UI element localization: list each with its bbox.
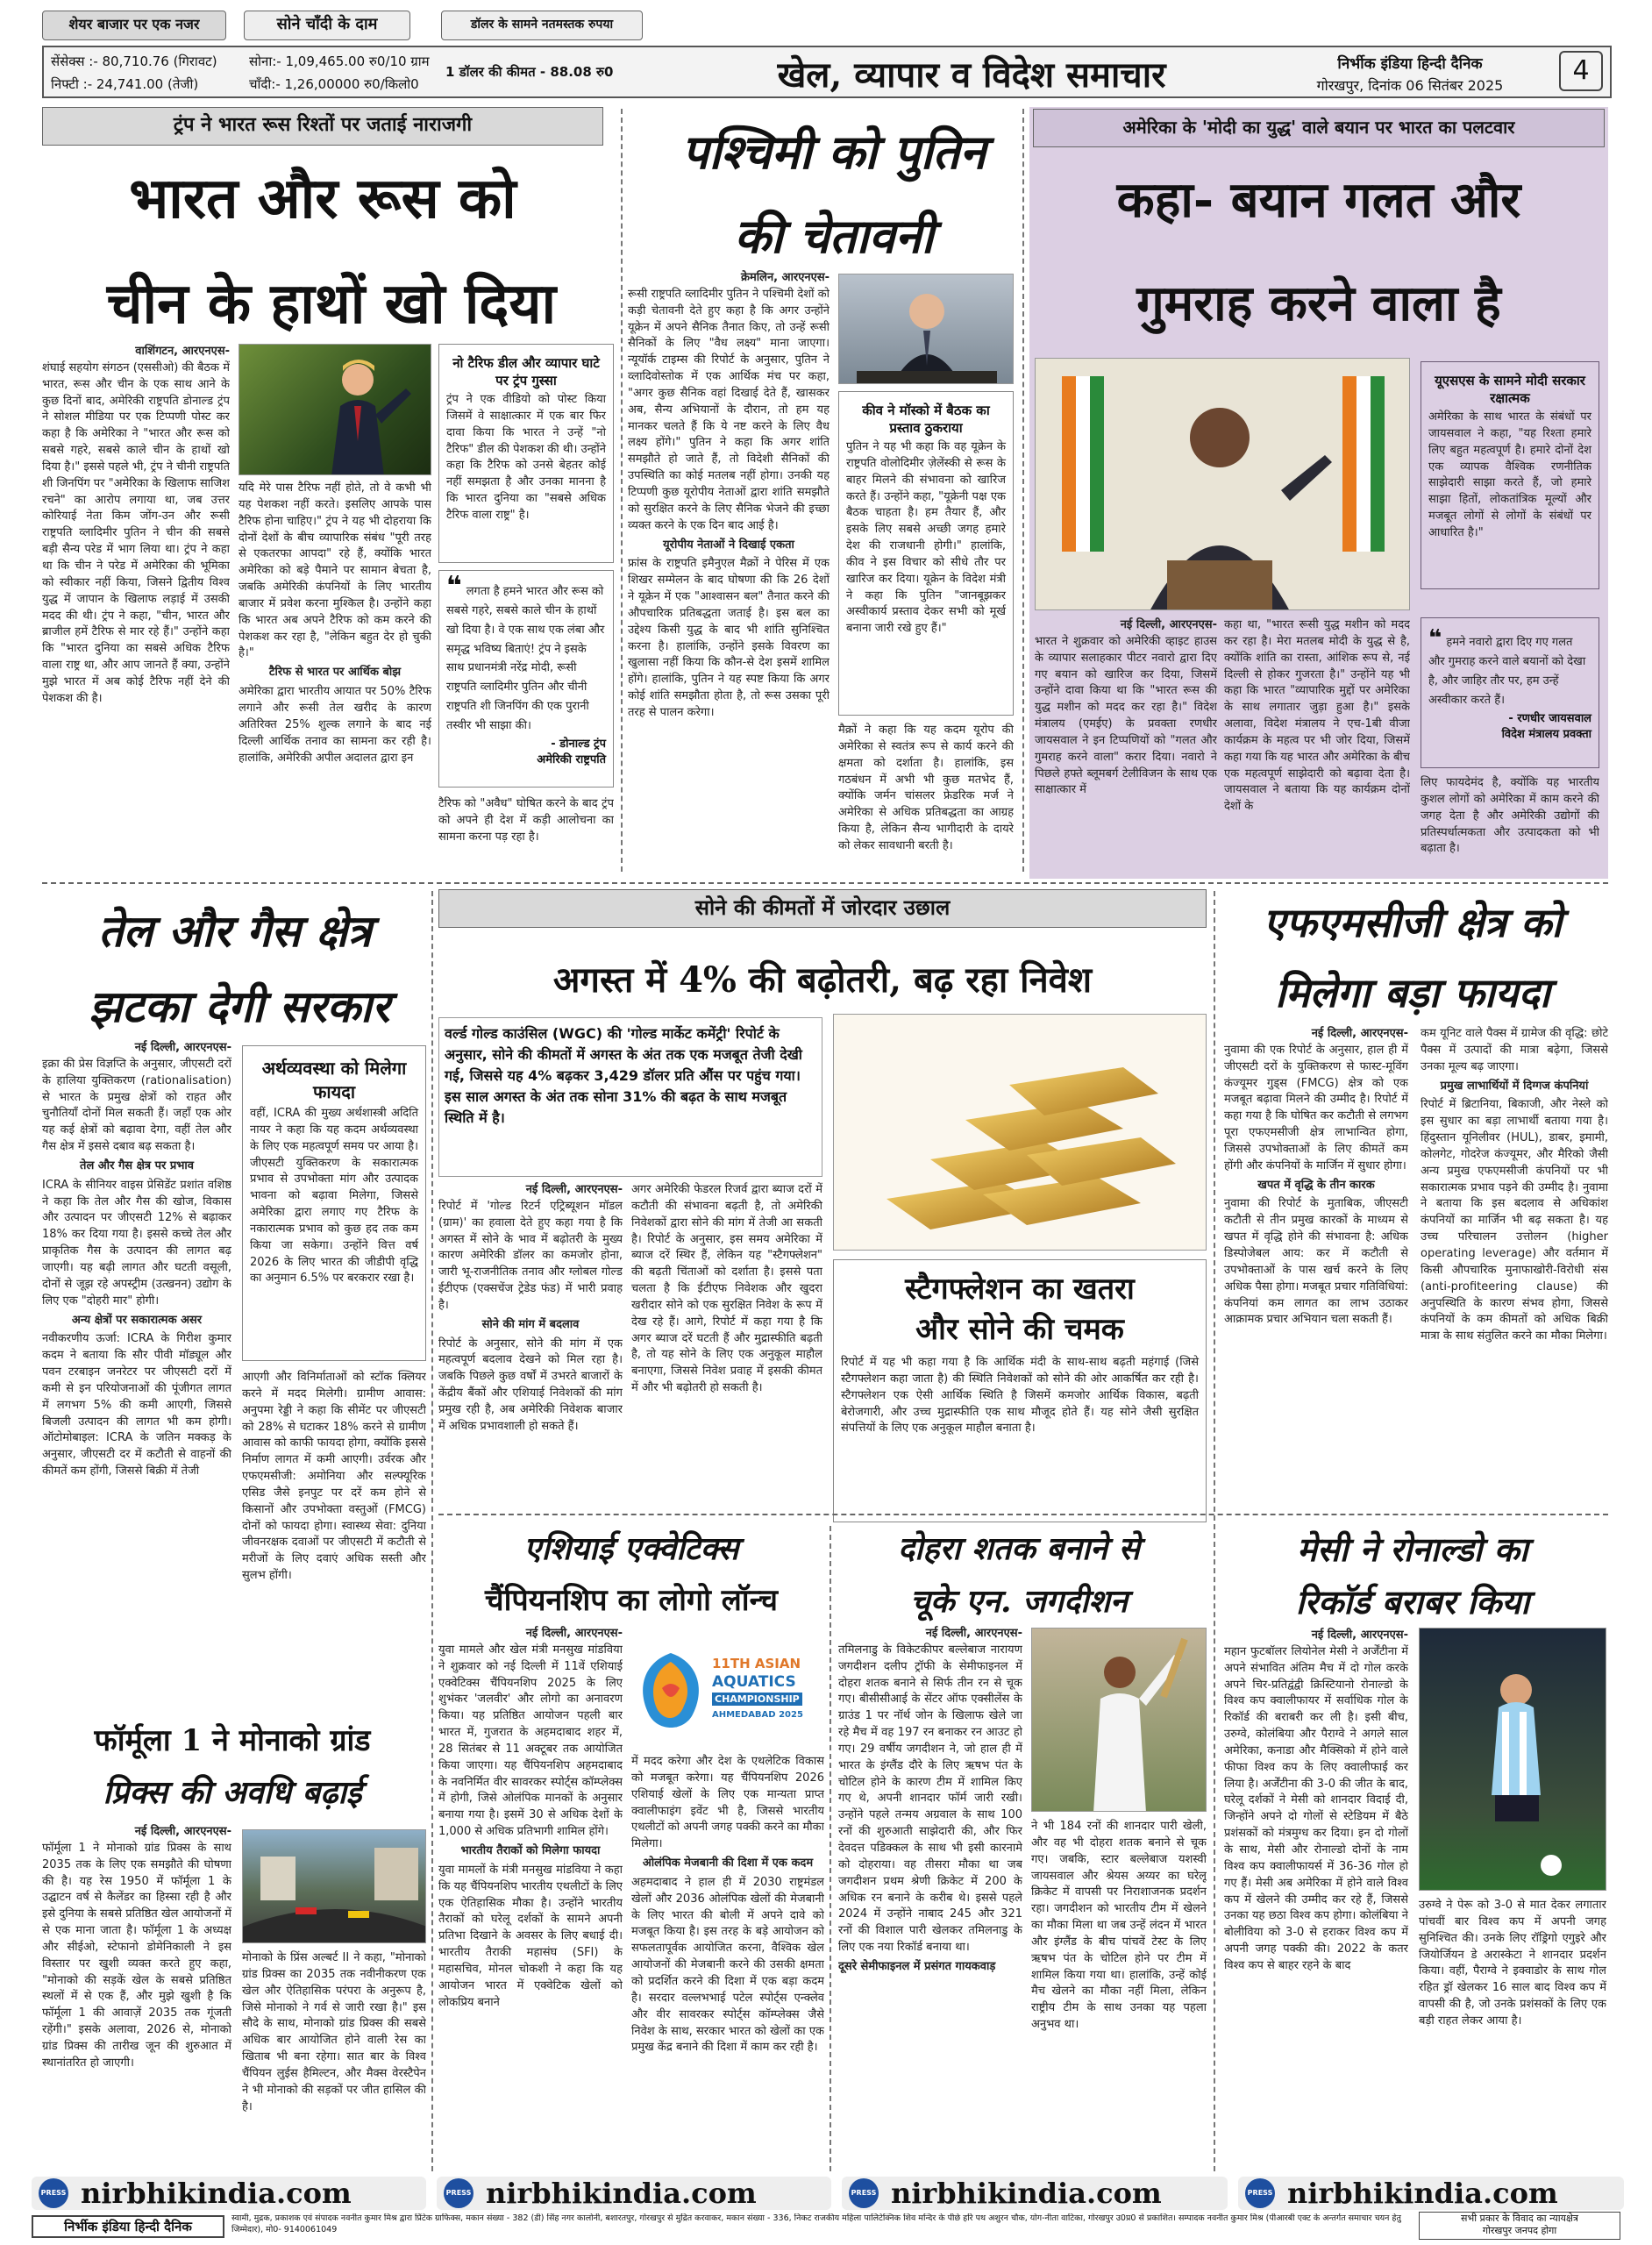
- story1-quote: [438, 570, 614, 788]
- story3-quote-by1: - रणधीर जायसवाल: [1508, 711, 1591, 725]
- story4-body-a: इक्रा की प्रेस विज्ञप्ति के अनुसार, जीएसटी दरों के हालिया युक्तिकरण (rationalisation) से भारत के प्रमुख क्षेत्रों को राहत और चुनौतियाँ दोनों मिल सकती हैं। जहाँ एक ओर यह कई क्षेत्रों को बढ़ावा देगा, वहीं तेल और गैस क्षेत्र में इससे दबाव बढ़ सकता है।: [42, 1057, 231, 1154]
- story10-col-b: [1419, 1898, 1606, 2170]
- story7-headline-2: चैंपियनशिप का लोगो लॉन्च: [484, 1583, 779, 1618]
- logo-line-4: AHMEDABAD 2025: [712, 1710, 803, 1720]
- story5-dateline: नई दिल्ली, आरएनएस-: [525, 1183, 623, 1196]
- story2-dateline: क्रेमलिन, आरएनएस-: [741, 271, 830, 284]
- story1-col-b: [239, 481, 431, 861]
- story2-box-body: पुतिन ने यह भी कहा कि वह यूक्रेन के राष्ट्रपति वोलोदिमीर ज़ेलेंस्की से रूस के बाहर मिलने की संभावना को खारिज करते हैं। उन्होंने कहा, "यूक्रेनी पक्ष एक बैठक चाहता है। हम तैयार हैं, और इसके लिए सबसे अच्छी जगह हमारे देश की राजधानी होगी।" हालांकि, कीव ने इस विचार को सीधे तौर पर खारिज कर दिया। यूक्रेन के विदेश मंत्री ने कहा कि पुतिन "जानबूझकर अस्वीकार्य प्रस्ताव देकर सभी को मूर्ख बनाना जारी रखे हुए हैं।": [846, 440, 1006, 636]
- story1-col-a: [42, 344, 230, 861]
- story6-body-c: कम यूनिट वाले पैक्स में ग्रामेज की वृद्धि: छोटे पैक्स में उत्पादों की मात्रा बढ़ेगा, जिससे उनका मूल्य बढ़ जाएगा।: [1421, 1027, 1608, 1073]
- story5-box: [833, 1259, 1207, 1522]
- story2-body-b: फ्रांस के राष्ट्रपति इमैनुएल मैक्रों ने पेरिस में एक शिखर सम्मेलन के बाद घोषणा की कि 26 देशों ने यूक्रेन में एक "आश्वासन बल" तैनात करने की औपचारिक प्रतिबद्धता जताई है। इस बल का उद्देश्य किसी युद्ध के बाद भी शांति सुनिश्चित करना है। हालांकि, उन्होंने इसके विवरण का खुलासा नहीं किया कि कौन-से देश इसमें शामिल होंगे। हालांकि, पुतिन ने यह स्पष्ट किया कि अगर कोई शांति समझौता होता है, तो रूस उसका पूरी तरह से पालन करेगा।: [628, 557, 830, 719]
- logo-line-1: 11TH ASIAN: [712, 1656, 801, 1671]
- story3-bar: अमेरिका के 'मोदी का युद्ध' वाले बयान पर भारत का पलटवार: [1033, 109, 1605, 147]
- story6-sub2: प्रमुख लाभार्थियों में दिग्गज कंपनियां: [1440, 1079, 1589, 1093]
- story6-col-b: [1421, 1026, 1608, 1500]
- story1-headline-1: भारत और रूस को: [129, 166, 516, 232]
- story1-box-body: ट्रंप ने एक वीडियो को पोस्ट किया जिसमें वे साक्षात्कार में एक बार फिर दावा किया कि भारत ने उन्हें "नो टैरिफ" डील की पेशकश की थी। उन्होंने कहा कि टैरिफ को उनसे बेहतर कोई नहीं समझता है और उनका मानना है कि भारत दुनिया का "सबसे अधिक टैरिफ वाला राष्ट्र" है।: [446, 393, 607, 522]
- story1-body-c: अमेरिका द्वारा भारतीय आयात पर 50% टैरिफ लगाने और रूसी तेल खरीद के कारण अतिरिक्त 25% शुल्क लगाने के बाद नई दिल्ली आर्थिक तनाव का सामना कर रही है। हालांकि, अमेरिकी अपील अदालत द्वारा इन: [239, 685, 431, 765]
- story8-body-a: फॉर्मूला 1 ने मोनाको ग्रांड प्रिक्स के साथ 2035 तक के लिए एक समझौते की घोषणा की है। यह रेस 1950 में फॉर्मूला 1 के उद्घाटन वर्ष से कैलेंडर का हिस्सा रही है और इसे दुनिया के सबसे प्रतिष्ठित खेल आयोजनों में से एक माना जाता है। फॉर्मूला 1 के अध्यक्ष और सीईओ, स्टेफानो डोमेनिकाली ने इस विस्तार पर खुशी व्यक्त करते हुए कहा, "मोनाको की सड़कें खेल के सबसे प्रतिष्ठित स्थलों में से एक हैं, और मुझे खुशी है कि फॉर्मूला 1 की आवाज़ें 2035 तक गूंजती रहेंगी।" इसके अलावा, 2026 से, मोनाको ग्रांड प्रिक्स की तारीख जून की शुरुआत में स्थानांतरित हो जाएगी।: [42, 1841, 231, 2070]
- story4-box: [242, 1045, 426, 1361]
- story7-headline-1: एशियाई एक्वेटिक्स: [523, 1530, 739, 1567]
- story2-box: [838, 391, 1014, 716]
- story3-body-a: भारत ने शुक्रवार को अमेरिकी व्हाइट हाउस के व्यापार सलाहकार पीटर नवारो द्वारा दिए गए बयान को खारिज कर दिया, जिसमें उन्होंने दावा किया था कि "भारत रूस की युद्ध मशीन को मदद कर रहा है।" विदेश मंत्रालय (एमईए) के प्रवक्ता रणधीर जायसवाल ने इन टिप्पणियों को "गलत और गुमराह करने वाला" करार दिया। नवारो ने पिछले हफ्ते ब्लूमबर्ग टेलीविजन के साथ एक साक्षात्कार में: [1035, 634, 1217, 797]
- footer-jurisdiction-1: सभी प्रकार के विवाद का न्यायक्षेत्र: [1461, 2213, 1578, 2224]
- story3-col-b: [1224, 617, 1410, 873]
- story5-bar: सोने की कीमतों में जोरदार उछाल: [438, 889, 1207, 928]
- story7-col-b: [631, 1754, 824, 2170]
- footer-site-4[interactable]: [1238, 2177, 1624, 2210]
- story9-dateline: नई दिल्ली, आरएनएस-: [925, 1627, 1022, 1640]
- gold-bars-icon: [834, 1015, 1207, 1251]
- story8-headline-2: प्रिक्स की अवधि बढ़ाई: [103, 1774, 362, 1811]
- story3-quote-text: हमने नवारो द्वारा दिए गए गलत और गुमराह करने वाले बयानों को देखा है, और जाहिर तौर पर, हम उन्हें अस्वीकार करते हैं।: [1428, 636, 1586, 707]
- story4-headline-2: झटका देगी सरकार: [89, 980, 390, 1032]
- story4-sub1: तेल और गैस क्षेत्र पर प्रभाव: [80, 1158, 194, 1172]
- footer-imprint: स्वामी, मुद्रक, प्रकाशक एवं संपादक नवनीत कुमार मिश्र द्वारा प्रिंटेक ग्राफिक्स, मकान संख्या - 382 (डी) सिंह नगर कालोनी, बशारतपुर, गोरखपुर से मुद्रित करवाकर, मकान संख्या - 336, निकट राजकीय महिला पालिटेक्निक शिव मन्दिर के पीछे हरि पथ अशुरन चौक, योग-नीता वाटिका, गोरखपुर उ0प्र0 से प्रकाशित। सम्पादक नवनीत कुमार मिश्र (पीआरबी एक्ट के अन्तर्गत समाचार चयन हेतु जिम्मेदार), मो0- 9140061049: [231, 2213, 1401, 2234]
- story1-body-d: टैरिफ को "अवैध" घोषित करने के बाद ट्रंप को अपने ही देश में कड़ी आलोचना का सामना करना पड़ रहा है।: [438, 797, 614, 844]
- story6-body-d: रिपोर्ट में ब्रिटानिया, बिकाजी, और नेस्ले को इस सुधार का बड़ा लाभार्थी बताया गया है। हिंदुस्तान यूनिलीवर (HUL), डाबर, इमामी, कोलगेट, गोदरेज कंज्यूमर, और मैरिको जैसी अन्य प्रमुख एफएमसीजी कंपनियों पर भी सकारात्मक प्रभाव पड़ने की उम्मीद है। नुवामा ने बताया कि इस बदलाव से अधिकांश कंपनियों का मार्जिन भी बढ़ सकता है। यह उच्च परिचालन उत्तोलन (higher operating leverage) और वर्तमान में किसी औपचारिक मुनाफाखोरी-विरोधी संस (anti-profiteering clause) की अनुपस्थिति के कारण संभव होगा, जिससे कंपनियों के कम कीमतों को अधिक बिक्री मात्रा के साथ संतुलित करने का मौका मिलेगा।: [1421, 1098, 1608, 1343]
- jaiswal-photo: [1035, 358, 1410, 610]
- story9-body-c: ने भी 184 रनों की शानदार पारी खेली, और वह भी दोहरा शतक बनाने से चूक गए। जबकि, स्टार बल्लेबाज यशस्वी जायसवाल और श्रेयस अय्यर का घरेलू क्रिकेट में वापसी पर निराशाजनक प्रदर्शन रहा। जगदीशन को भारतीय टीम में खेलने का मौका मिला था जब उन्हें लंदन में भारत और इंग्लैंड के बीच पांचवें टेस्ट के लिए ऋषभ पंत के चोटिल होने पर टीम में शामिल किया गया था। हालांकि, उन्हें कोई मैच खेलने का मौका नहीं मिला, लेकिन राष्ट्रीय टीम के साथ उनका यह पहला अनुभव था।: [1031, 1820, 1207, 2032]
- story1-quote-by1: - डोनाल्ड ट्रंप: [551, 737, 606, 751]
- divider-v5: [830, 1526, 831, 2171]
- story6-body-b: नुवामा की रिपोर्ट के मुताबिक, जीएसटी कटौती से तीन प्रमुख कारकों के माध्यम से खपत में वृद्धि होने की संभावना है: अधिक डिस्पोजेबल आय: कर में कटौती से उपभोक्ताओं के पास खर्च करने के लिए अधिक पैसा होगा। मजबूत प्रचार गतिविधियां: कंपनियां कम लागत का लाभ उठाकर आक्रामक प्रचार अभियान चला सकती हैं।: [1224, 1197, 1408, 1327]
- messi-photo: [1419, 1628, 1606, 1891]
- spokesperson-figure-icon: [1036, 359, 1410, 610]
- story10-col-a: [1224, 1628, 1408, 2170]
- story2-headline-2: की चेतावनी: [734, 208, 934, 264]
- footballer-figure-icon: [1420, 1629, 1606, 1891]
- footer-site-2[interactable]: [437, 2177, 831, 2210]
- quote-mark-icon-2: ❝: [1428, 625, 1442, 652]
- story5-body-c: अगर अमेरिकी फेडरल रिजर्व द्वारा ब्याज दरों में कटौती की संभावना बढ़ती है, तो अमेरिकी निवेशकों द्वारा सोने की मांग में तेजी आ सकती है। रिपोर्ट के अनुसार, इस समय अमेरिका में ब्याज दरें स्थिर हैं, लेकिन यह "स्टैगफ्लेशन" की बढ़ती चिंताओं को दर्शाता है। इससे पता चलता है कि ईटीएफ निवेशक और खुदरा खरीदार सोने को एक सुरक्षित निवेश के रूप में देख रहे हैं। आगे, रिपोर्ट में कहा गया है कि अगर ब्याज दरें घटती हैं और मुद्रास्फीति बढ़ती है, तो यह सोने के लिए एक अनुकूल माहौल बनाएगा, जिससे निवेश प्रवाह में इसकी कीमत में और भी बढ़ोतरी हो सकती है।: [631, 1183, 822, 1395]
- story1-dateline: वाशिंगटन, आरएनएस-: [135, 345, 230, 358]
- story1-quote-by2: अमेरिकी राष्ट्रपति: [537, 752, 606, 766]
- story7-sub2: ओलंपिक मेजबानी की दिशा में एक कदम: [642, 1857, 814, 1871]
- story4-sub2: अन्य क्षेत्रों पर सकारात्मक असर: [71, 1313, 203, 1327]
- story3-col-a: [1035, 617, 1217, 873]
- story3-box: [1421, 361, 1599, 589]
- story7-col-a: [438, 1626, 623, 2170]
- press-badge-icon-4: PRESS: [1245, 2178, 1275, 2208]
- story3-box-body: अमेरिका के साथ भारत के संबंधों पर जायसवाल ने कहा, "यह रिश्ता हमारे लिए बहुत महत्वपूर्ण है। हमारे दोनों देश एक व्यापक वैश्विक रणनीतिक साझेदारी साझा करते हैं, जो हमारे साझा हितों, लोकतांत्रिक मूल्यों और मजबूत लोगों से लोगों के संबंधों पर आधारित है।": [1428, 410, 1591, 539]
- story2-body-c: मैक्रों ने कहा कि यह कदम यूरोप की अमेरिका से स्वतंत्र रूप से कार्य करने की क्षमता को दर्शाता है। हालांकि, इस गठबंधन में अभी भी कुछ मतभेद हैं, क्योंकि जर्मन चांसलर फ्रेडरिक मर्ज ने अमेरिका से अधिक प्रतिबद्धता का आग्रह किया है, लेकिन सैन्य भागीदारी के दायरे को लेकर सावधानी बरती है।: [838, 723, 1014, 852]
- footer-site-1-text: nirbhikindia.com: [81, 2177, 352, 2210]
- divider-row1: [42, 882, 1608, 884]
- silver-rate: चाँदी:- 1,26,00000 रु0/किलो0: [249, 76, 419, 92]
- story4-box-title: अर्थव्यवस्था को मिलेगा फायदा: [261, 1058, 407, 1102]
- story8-body-b: मोनाको के प्रिंस अल्बर्ट II ने कहा, "मोनाको ग्रांड प्रिक्स का 2035 तक नवीनीकरण एक खेल और ऐतिहासिक परंपरा के अनुरूप है, जिसे मोनाको ने गर्व से जारी रखा है।" इस सौदे के साथ, मोनाको ग्रांड प्रिक्स की सबसे अधिक बार आयोजित होने वाली रेस का खिताब भी बना रहेगा। सात बार के विश्व चैंपियन लुईस हैमिल्टन, और मैक्स वेरस्टैपेन ने भी मोनाको की सड़कों पर जीत हासिल की है।: [242, 1951, 426, 2113]
- paper-name: निर्भीक इंडिया हिन्दी दैनिक: [1337, 55, 1483, 73]
- story8-headline-1: फॉर्मूला 1 ने मोनाको ग्रांड: [94, 1723, 371, 1758]
- story3-body-b: कहा था, "भारत रूसी युद्ध मशीन को मदद कर रहा है। मेरा मतलब मोदी के युद्ध से है, क्योंकि शांति का रास्ता, आंशिक रूप से, नई दिल्ली से होकर गुजरता है।" उन्होंने यह भी कहा कि भारत "व्यापारिक मुद्दों पर अमेरिका के साथ लगातार जुड़ा हुआ है।" इसके अलावा, विदेश मंत्रालय ने एच-1बी वीजा कार्यक्रम के महत्व पर भी जोर दिया, जिसमें कहा गया कि यह भारत और अमेरिका के बीच एक महत्वपूर्ण साझेदारी को बढ़ावा देता है। जायसवाल ने बताया कि यह कार्यक्रम दोनों देशों के: [1224, 618, 1410, 814]
- footer: [25, 2177, 1627, 2240]
- story5-body-a: रिपोर्ट में 'गोल्ड रिटर्न एट्रिब्यूशन मॉडल (ग्राम)' का हवाला देते हुए कहा गया है कि अगस्त में सोने के भाव में बढ़ोतरी के मुख्य कारण अमेरिकी डॉलर का कमजोर होना, जारी भू-राजनीतिक तनाव और ग्लोबल गोल्ड ईटीएफ (एक्सचेंज ट्रेडेड फंड) में भारी प्रवाह है।: [438, 1199, 623, 1312]
- story1-quote-text: लगता है हमने भारत और रूस को सबसे गहरे, सबसे काले चीन के हाथों खो दिया है। वे एक साथ एक लंबा और समृद्ध भविष्य बिताएं! ट्रंप ने इसके साथ प्रधानमंत्री नरेंद्र मोदी, रूसी राष्ट्रपति व्लादिमीर पुतिन और चीनी राष्ट्रपति शी जिनपिंग की एक पुरानी तस्वीर भी साझा की।: [446, 585, 605, 732]
- story3-dateline: नई दिल्ली, आरएनएस-: [1120, 618, 1217, 631]
- story7-sub1: भारतीय तैराकों को मिलेगा फायदा: [460, 1843, 601, 1857]
- story4-body-d: आएगी और विनिर्माताओं को स्टॉक क्लियर करने में मदद मिलेगी। ग्रामीण आवास: अनुपमा रेड्डी ने कहा कि सीमेंट पर जीएसटी को 28% से घटाकर 18% करने से ग्रामीण आवास को काफी फायदा होगा, क्योंकि इससे निर्माण लागत में कमी आएगी। उर्वरक और एफएमसीजी: अमोनिया और सल्फ्यूरिक एसिड जैसे इनपुट पर दरें कम होने से किसानों और उपभोक्ता वस्तुओं (FMCG) दोनों को फायदा होगा। स्वास्थ्य सेवा: दुनिया जीवनरक्षक दवाओं पर जीएसटी में कटौती से मरीजों के लिए दवाएं अधिक सस्ती और सुलभ होंगी।: [242, 1371, 426, 1583]
- story3-box-title: यूएसएस के सामने मोदी सरकार रक्षात्मक: [1435, 373, 1585, 406]
- story7-body-b: युवा मामलों के मंत्री मनसुख मांडविया ने कहा कि यह चैंपियनशिप भारतीय एथलीटों के लिए एक ऐतिहासिक मौका है। उन्होंने भारतीय तैराकों को घरेलू दर्शकों के सामने अपनी प्रतिभा दिखाने के अवसर के लिए बधाई दी। भारतीय तैराकी महासंघ (SFI) के महासचिव, मोनल चोकशी ने कहा कि यह आयोजन भारत में एक्वेटिक खेलों को लोकप्रिय बनाने: [438, 1863, 623, 2009]
- story9-col-a: [838, 1626, 1022, 2170]
- footer-jurisdiction-2: गोरखपुर जनपद होगा: [1482, 2225, 1557, 2237]
- story2-body-a: रूसी राष्ट्रपति व्लादिमीर पुतिन ने पश्चिमी देशों को कड़ी चेतावनी देते हुए कहा है कि अगर उन्होंने यूक्रेन में अपने सैनिक तैनात किए, तो उन्हें रूसी सैनिकों के लिए "वैध लक्ष्य" माना जाएगा। न्यूयॉर्क टाइम्स की रिपोर्ट के अनुसार, पुतिन ने व्लादिवोस्तोक में एक आर्थिक मंच पर कहा, "अगर कुछ सैनिक वहां दिखाई देते हैं, खासकर अब, सैन्य अभियानों के दौरान, तो हम यह मानकर चलते हैं कि ये नष्ट करने के लिए वैध लक्ष्य होंगे।" पुतिन ने कहा कि अगर शांति समझौते हो जाते हैं, तो विदेशी सैनिकों की उपस्थिति का कोई मतलब नहीं होगा। उनकी यह टिप्पणी कुछ यूरोपीय नेताओं द्वारा शांति समझौते को सुरक्षित करने के लिए सैनिक भेजने की इच्छा व्यक्त करने के एक दिन बाद आई है।: [628, 287, 830, 532]
- story3-quote-by2: विदेश मंत्रालय प्रवक्ता: [1501, 727, 1591, 741]
- story6-headline-2: मिलेगा बड़ा फायदा: [1275, 969, 1550, 1016]
- section-title: खेल, व्यापार व विदेश समाचार: [777, 54, 1166, 96]
- story10-body-b: उरुग्वे ने पेरू को 3-0 से मात देकर लगातार पांचवीं बार विश्व कप में अपनी जगह सुनिश्चित की। उनके लिए रॉड्रिगो एगुइरे और जियोर्जियन डे अरास्केटा ने शानदार प्रदर्शन किया। वहीं, पैराग्वे ने इक्वाडोर के साथ गोल रहित ड्रॉ खेलकर 16 साल बाद विश्व कप में वापसी की है, जो उनके प्रशंसकों के लिए एक बड़ी राहत लेकर आया है।: [1419, 1899, 1606, 2028]
- story1-sub1: टैरिफ से भारत पर आर्थिक बोझ: [268, 666, 402, 680]
- story4-body-c: नवीकरणीय ऊर्जा: ICRA के गिरीश कुमार कदम ने बताया कि सौर पीवी मॉड्यूल और पवन टरबाइन जनरेटर पर जीएसटी दरों में कमी से इन परियोजनाओं की पूंजीगत लागत में लगभग 5% की कमी आएगी, जिससे बिजली उत्पादन की लागत भी कम होगी। ऑटोमोबाइल: ICRA के जतिन मक्कड़ के अनुसार, जीएसटी दर में कटौती से वाहनों की कीमतें कम होंगी, जिससे बिक्री में तेजी: [42, 1332, 231, 1479]
- cricketer-figure-icon: [1032, 1629, 1207, 1812]
- story5-body-b: रिपोर्ट के अनुसार, सोने की मांग में एक महत्वपूर्ण बदलाव देखने को मिल रहा है। जबकि पिछले कुछ वर्षों में उभरते बाजारों के केंद्रीय बैंकों और एशियाई निवेशकों की मांग प्रमुख रही है, अब अमेरिकी निवेशक बाजार में अधिक प्रभावशाली हो सकते हैं।: [438, 1336, 623, 1433]
- race-track-icon: [243, 1830, 426, 1943]
- story3-headline-2: गुमराह करने वाला है: [1136, 274, 1501, 332]
- putin-photo: [838, 274, 1014, 384]
- putin-figure-icon: [839, 274, 1014, 384]
- place-date: गोरखपुर, दिनांक 06 सितंबर 2025: [1316, 77, 1504, 94]
- gold-rate: सोना:- 1,09,465.00 रु0/10 ग्राम: [249, 53, 430, 69]
- monaco-photo: [242, 1829, 426, 1943]
- story6-sub1: खपत में वृद्धि के तीन कारक: [1257, 1178, 1375, 1192]
- story6-col-a: [1224, 1026, 1408, 1500]
- story5-sub1: सोने की मांग में बदलाव: [481, 1317, 580, 1331]
- story2-sub1: यूरोपीय नेताओं ने दिखाई एकता: [663, 538, 794, 552]
- divider-row2: [438, 1514, 1608, 1515]
- footer-site-1[interactable]: [32, 2177, 426, 2210]
- story4-body-b: ICRA के सीनियर वाइस प्रेसिडेंट प्रशांत वशिष्ठ ने कहा कि तेल और गैस की खोज, विकास और उत्पादन पर जीएसटी 12% से बढ़ाकर 18% कर दिया गया है। इससे कच्चे तेल और प्राकृतिक गैस के उत्पादन की लागत बढ़ जाएगी। यह बढ़ी लागत और घटती वसूली, दोनों से जूझ रहे अपस्ट्रीम (उत्खनन) उद्योग के लिए एक "दोहरी मार" होगी।: [42, 1178, 231, 1308]
- divider-v2: [1022, 109, 1024, 872]
- story9-headline-1: दोहरा शतक बनाने से: [897, 1530, 1141, 1567]
- story1-box-title: नो टैरिफ डील और व्यापार घाटे पर ट्रंप गुस्सा: [452, 355, 600, 388]
- dollar-rate: 1 डॉलर की कीमत - 88.08 रु0: [445, 64, 614, 80]
- press-badge-icon-3: PRESS: [849, 2178, 879, 2208]
- story8-col-b: [242, 1950, 426, 2170]
- story3-body-c: लिए फायदेमंद है, क्योंकि यह भारतीय कुशल लोगों को अमेरिका में काम करने की जगह देता है और अमेरिकी उद्योगों की प्रतिस्पर्धात्मकता और उत्पादकता को भी बढ़ाता है।: [1421, 776, 1599, 856]
- story10-dateline: नई दिल्ली, आरएनएस-: [1311, 1629, 1408, 1642]
- story1-col-d: [438, 796, 614, 861]
- story4-col-d: [242, 1370, 426, 1733]
- story5-box-body: रिपोर्ट में यह भी कहा गया है कि आर्थिक मंदी के साथ-साथ बढ़ती महंगाई (जिसे स्टैगफ्लेशन कहा जाता है) की स्थिति निवेशकों को सोने की ओर आकर्षित कर रही है। स्टैगफ्लेशन एक ऐसी आर्थिक स्थिति है जिसमें कमजोर आर्थिक विकास, बढ़ती बेरोजगारी, और उच्च मुद्रास्फीति एक साथ मौजूद होते हैं। यह सोने जैसी सुरक्षित संपत्तियों के लिए एक अनुकूल माहौल बनाता है।: [841, 1356, 1199, 1436]
- story7-body-c: में मदद करेगा और देश के एथलेटिक विकास को मजबूत करेगा। यह चैंपियनशिप 2026 एशियाई खेलों के लिए एक मान्यता प्राप्त क्वालीफाइंग इवेंट भी है, जिससे भारतीय एथलीटों को अपनी जगह पक्की करने का मौका मिलेगा।: [631, 1755, 824, 1851]
- story8-col-a: [42, 1824, 231, 2170]
- story8-dateline: नई दिल्ली, आरएनएस-: [134, 1825, 231, 1838]
- story2-col-a: [628, 270, 830, 866]
- trump-photo: [239, 344, 431, 475]
- story4-box-body: वहीं, ICRA की मुख्य अर्थशास्त्री अदिति नायर ने कहा कि यह कदम अर्थव्यवस्था के लिए एक महत्वपूर्ण समय पर आया है। जीएसटी युक्तिकरण के सकारात्मक प्रभाव से उपभोक्ता मांग और उत्पादक भावना को बढ़ावा मिलेगा, जिससे अमेरिका द्वारा लगाए गए टैरिफ के नकारात्मक प्रभाव को कुछ हद तक कम किया जा सकेगा। उन्होंने वित्त वर्ष 2026 के लिए भारत की जीडीपी वृद्धि का अनुमान 6.5% पर बरकरार रखा है।: [250, 1107, 418, 1286]
- trump-figure-icon: [239, 345, 431, 475]
- story1-box: [438, 344, 614, 563]
- story5-box-title2: और सोने की चमक: [915, 1312, 1124, 1347]
- story6-headline-1: एफएमसीजी क्षेत्र को: [1263, 899, 1563, 946]
- divider-v4: [1214, 891, 1215, 2171]
- story2-box-title: कीव ने मॉस्को में बैठक का प्रस्ताव ठुकराया: [862, 403, 990, 436]
- story7-dateline: नई दिल्ली, आरएनएस-: [525, 1627, 623, 1640]
- gold-bars-photo: [833, 1014, 1207, 1251]
- story10-headline-1: मेसी ने रोनाल्डो का: [1297, 1529, 1528, 1569]
- press-badge-icon: PRESS: [39, 2178, 68, 2208]
- footer-site-3[interactable]: [842, 2177, 1228, 2210]
- story4-dateline: नई दिल्ली, आरएनएस-: [134, 1041, 231, 1054]
- story9-body-b: दूसरे सेमीफाइनल में प्रसंगत गायकवाड़: [838, 1959, 996, 1973]
- story10-headline-2: रिकॉर्ड बराबर किया: [1295, 1582, 1530, 1621]
- story3-quote: [1421, 617, 1599, 768]
- story1-body-a: शंघाई सहयोग संगठन (एससीओ) की बैठक में भारत, रूस और चीन के एक साथ आने के कुछ दिनों बाद, अमेरिकी राष्ट्रपति डोनाल्ड ट्रंप ने सोशल मीडिया पर एक टिप्पणी पोस्ट कर कहा है कि अमेरिका ने "भारत और रूस को सबसे गहरे, सबसे काले चीन के हाथों खो दिया है।" इससे पहले भी, ट्रंप ने चीनी राष्ट्रपति शी जिनपिंग पर "अमेरिका के खिलाफ साजिश रचने" का आरोप लगाया था, जब उत्तर कोरियाई नेता किम जोंग-उन और रूसी राष्ट्रपति व्लादिमीर पुतिन ने चीन की सबसे बड़ी सैन्य परेड में भाग लिया था। ट्रंप ने कहा था कि चीन ने परेड में अमेरिका की भूमिका को स्वीकार नहीं किया, जिसने द्वितीय विश्व युद्ध में जापान के खिलाफ लड़ाई में उसकी मदद की थी। ट्रंप ने कहा, "चीन, भारत और ब्राजील हमें टैरिफ से मार रहे हैं।" उन्होंने कहा कि "भारत दुनिया का सबसे अधिक टैरिफ वाला राष्ट्र था, और आप जानते हैं क्या, उन्होंने मुझे भारत में अब कोई टैरिफ नहीं देने की पेशकश की है।: [42, 360, 230, 705]
- sensex-value: सेंसेक्स :- 80,710.76 (गिरावट): [51, 53, 217, 69]
- masthead: [25, 7, 1627, 102]
- story2-col-c: [838, 723, 1014, 866]
- page-number: 4: [1559, 51, 1603, 91]
- lion-logo-icon: [631, 1649, 710, 1736]
- quote-mark-icon: ❝: [446, 571, 462, 602]
- story7-body-a: युवा मामले और खेल मंत्री मनसुख मांडविया ने शुक्रवार को नई दिल्ली में 11वें एशियाई एक्वेटिक्स चैंपियनशिप 2025 के लिए शुभंकर 'जलवीर' और लोगो का अनावरण किया। यह प्रतिष्ठित आयोजन पहली बार भारत में, गुजरात के अहमदाबाद शहर में, 28 सितंबर से 11 अक्टूबर तक आयोजित किया जाएगा। यह चैंपियनशिप अहमदाबाद के नवनिर्मित वीर सावरकर स्पोर्ट्स कॉम्प्लेक्स में होगी, जिसे ओलंपिक मानकों के अनुसार बनाया गया है। इसमें 30 से अधिक देशों के 1,000 से अधिक प्रतिभागी शामिल होंगे।: [438, 1643, 623, 1839]
- story5-headline: अगस्त में 4% की बढ़ोतरी, बढ़ रहा निवेश: [552, 959, 1093, 1001]
- logo-line-2: AQUATICS: [712, 1673, 796, 1691]
- logo-line-3: CHAMPIONSHIP: [712, 1693, 802, 1706]
- cricketer-photo: [1031, 1628, 1207, 1812]
- story9-col-b: [1031, 1819, 1207, 2170]
- story1-body-b: यदि मेरे पास टैरिफ नहीं होते, तो वे कभी भी यह पेशकश नहीं करते। इसलिए आपके पास टैरिफ होना चाहिए।" ट्रंप ने यह भी दोहराया कि दोनों देशों के बीच व्यापारिक संबंध "पूरी तरह से एकतरफा आपदा" रहे हैं, क्योंकि भारत अमेरिका को बड़े पैमाने पर सामान बेचता है, जबकि अमेरिकी कंपनियों के लिए भारतीय बाजार में प्रवेश करना मुश्किल है। उन्होंने कहा कि भारत अब अपने टैरिफ को कम करने की पेशकश कर रहा है, "लेकिन बहुत देर हो चुकी है।": [239, 481, 431, 660]
- footer-site-3-text: nirbhikindia.com: [891, 2177, 1162, 2210]
- aquatics-logo: [631, 1649, 824, 1745]
- market-tag: शेयर बाजार पर एक नजर: [42, 11, 226, 40]
- dollar-tag: डॉलर के सामने नतमस्तक रुपया: [441, 11, 643, 40]
- story3-headline-1: कहा- बयान गलत और: [1116, 171, 1521, 229]
- story7-body-d: अहमदाबाद ने हाल ही में 2030 राष्ट्रमंडल खेलों और 2036 ओलंपिक खेलों की मेजबानी के लिए भारत की बोली में अपने दावे को मजबूत किया है। इस तरह के बड़े आयोजन को सफलतापूर्वक आयोजित करना, वैश्विक खेल आयोजनों की मेजबानी करने की उसकी क्षमता को प्रदर्शित करने की दिशा में एक बड़ा कदम है। सरदार वल्लभभाई पटेल स्पोर्ट्स एन्क्लेव और वीर सावरकर स्पोर्ट्स कॉम्प्लेक्स जैसे निवेश के साथ, सरकार भारत को खेलों का एक प्रमुख केंद्र बनाने की दिशा में काम कर रही है।: [631, 1875, 824, 2055]
- story9-headline-2: चूके एन. जगदीशन: [910, 1583, 1128, 1620]
- story5-box-title1: स्टैगफ्लेशन का खतरा: [905, 1272, 1135, 1307]
- divider-v3: [431, 891, 433, 2171]
- story4-headline-1: तेल और गैस क्षेत्र: [98, 905, 372, 957]
- story6-body-a: नुवामा की एक रिपोर्ट के अनुसार, हाल ही में जीएसटी दरों के युक्तिकरण से फास्ट-मूविंग कंज्यूमर गुड्स (FMCG) क्षेत्र को एक मजबूत बढ़ावा मिलने की उम्मीद है। रिपोर्ट में कहा गया है कि घोषित कर कटौती से लगभग पूरा एफएमसीजी क्षेत्र लाभान्वित होगा, जिससे उपभोक्ताओं के लिए कीमतें कम होंगी और कंपनियों के मार्जिन में सुधार होगा।: [1224, 1043, 1408, 1172]
- footer-jurisdiction: [1419, 2212, 1620, 2240]
- story1-headline-2: चीन के हाथों खो दिया: [106, 271, 557, 337]
- nifty-value: निफ्टी :- 24,741.00 (तेजी): [51, 76, 199, 92]
- divider-v1: [621, 109, 623, 872]
- story9-body-a: तमिलनाडु के विकेटकीपर बल्लेबाज नारायण जगदीशन दलीप ट्रॉफी के सेमीफाइनल में दोहरा शतक बनाने से सिर्फ तीन रन से चूक गए। बीसीसीआई के सेंटर ऑफ एक्सीलेंस के ग्राउंड 1 पर नॉर्थ जोन के खिलाफ खेले जा रहे मैच में वह 197 रन बनाकर रन आउट हो गए। 29 वर्षीय जगदीशन ने, जो हाल ही में भारत के इंग्लैंड दौरे के लिए ऋषभ पंत के चोटिल होने के कारण टीम में शामिल किए गए थे, अपनी शानदार फॉर्म जारी रखी। उन्होंने पहले तन्मय अग्रवाल के साथ 100 रनों की शुरुआती साझेदारी की, और फिर देवदत्त पडिक्कल के साथ भी इसी कारनामे को दोहराया। वह तीसरा मौका था जब जगदीशन प्रथम श्रेणी क्रिकेट में 200 के अधिक रन बनाने के करीब थे। इससे पहले 2024 में उन्होंने नाबाद 245 और 321 रनों की विशाल पारी खेलकर तमिलनाडु के लिए एक नया रिकॉर्ड बनाया था।: [838, 1643, 1022, 1955]
- story1-bar: ट्रंप ने भारत रूस रिश्तों पर जताई नाराजगी: [42, 107, 603, 146]
- footer-site-2-text: nirbhikindia.com: [486, 2177, 757, 2210]
- footer-paper-name: निर्भीक इंडिया हिन्दी दैनिक: [32, 2215, 224, 2238]
- story4-col-a: [42, 1040, 231, 1733]
- gold-tag: सोने चाँदी के दाम: [244, 11, 410, 40]
- footer-site-4-text: nirbhikindia.com: [1287, 2177, 1558, 2210]
- story3-col-c: [1421, 775, 1599, 873]
- story10-body-a: महान फुटबॉलर लियोनेल मेसी ने अर्जेंटीना में अपने संभावित अंतिम मैच में दो गोल करके अपने चिर-प्रतिद्वंद्वी क्रिस्टियानो रोनाल्डो के विश्व कप क्वालीफायर में सर्वाधिक गोल के रिकॉर्ड की बराबरी कर ली है। इसी बीच, उरुग्वे, कोलंबिया और पैराग्वे ने अगले साल अमेरिका, कनाडा और मैक्सिको में होने वाले फीफा विश्व कप के लिए क्वालीफाई कर लिया है। अर्जेंटीना की 3-0 की जीत के बाद, घरेलू दर्शकों ने मेसी को शानदार विदाई दी, जिन्होंने अपने दो गोलों से स्टेडियम में बैठे प्रशंसकों को मंत्रमुग्ध कर दिया। इन दो गोलों के साथ, मेसी और रोनाल्डो दोनों के नाम विश्व कप क्वालीफायर्स में 36-36 गोल हो गए हैं। मेसी अब अमेरिका में होने वाले विश्व कप में खेलने की उम्मीद कर रहे हैं, जिससे उनका यह छठा विश्व कप होगा। कोलंबिया ने बोलीविया को 3-0 से हराकर विश्व कप में अपनी जगह पक्की की। 2022 के कतर विश्व कप से बाहर रहने के बाद: [1224, 1644, 1408, 1972]
- story5-lead: वर्ल्ड गोल्ड काउंसिल (WGC) की 'गोल्ड मार्केट कमेंट्री' रिपोर्ट के अनुसार, सोने की कीमतों में अगस्त के अंत तक एक मजबूत तेजी देखी गई, जिससे यह 4% बढ़कर 3,429 डॉलर प्रति औंस पर पहुंच गया। इस साल अगस्त के अंत तक सोना 31% की बढ़त के साथ मजबूत स्थिति में है।: [438, 1017, 822, 1177]
- story6-dateline: नई दिल्ली, आरएनएस-: [1311, 1027, 1408, 1040]
- story2-headline-1: पश्चिमी को पुतिन: [681, 124, 986, 180]
- press-badge-icon-2: PRESS: [444, 2178, 474, 2208]
